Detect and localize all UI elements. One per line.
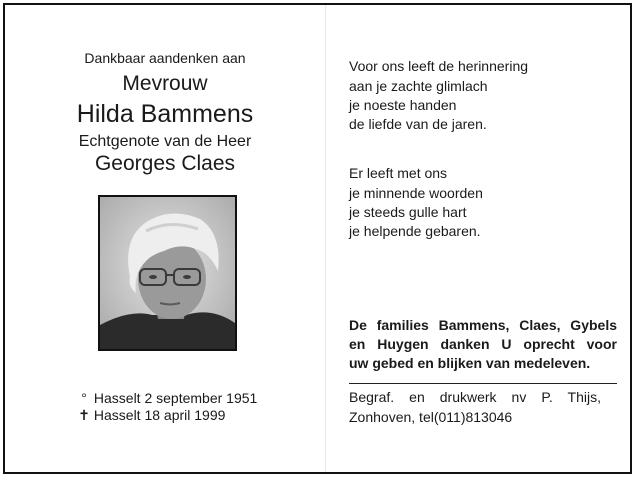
relation-text: Echtgenote van de Heer [78, 133, 252, 150]
cross-icon: ✝ [78, 407, 90, 423]
salutation: Mevrouw [122, 72, 208, 95]
portrait-image [100, 197, 235, 349]
spouse-name: Georges Claes [94, 152, 236, 175]
divider-rule [349, 383, 617, 384]
poem-line: je minnende woorden [349, 185, 483, 201]
death-date: Hasselt 18 april 1999 [93, 407, 226, 423]
birth-symbol: ° [81, 390, 87, 406]
thanks-line: De families Bammens, Claes, Gybels [349, 317, 617, 333]
printer-line: Begraf. en drukwerk nv P. Thijs, [349, 389, 601, 405]
poem-line: je steeds gulle hart [349, 204, 467, 220]
poem-line: Voor ons leeft de herinnering [349, 58, 529, 74]
fold-line [325, 5, 326, 472]
birth-date: Hasselt 2 september 1951 [93, 390, 258, 406]
memorial-card [3, 3, 632, 474]
intro-text: Dankbaar aandenken aan [84, 50, 246, 66]
left-panel [5, 5, 325, 472]
birth-line [78, 390, 257, 406]
thanks-line: en Huygen danken U oprecht voor [349, 336, 617, 352]
poem-line: de liefde van de jaren. [349, 116, 487, 132]
poem-line: je noeste handen [349, 97, 457, 113]
deceased-name: Hilda Bammens [76, 100, 254, 128]
printer-line: Zonhoven, tel(011)813046 [349, 409, 513, 425]
poem-line: aan je zachte glimlach [349, 78, 488, 94]
thanks-line: uw gebed en blijken van medeleven. [349, 355, 591, 371]
death-line [78, 407, 225, 424]
portrait-photo [98, 195, 237, 351]
poem-line: Er leeft met ons [349, 165, 448, 181]
poem-line: je helpende gebaren. [349, 223, 481, 239]
